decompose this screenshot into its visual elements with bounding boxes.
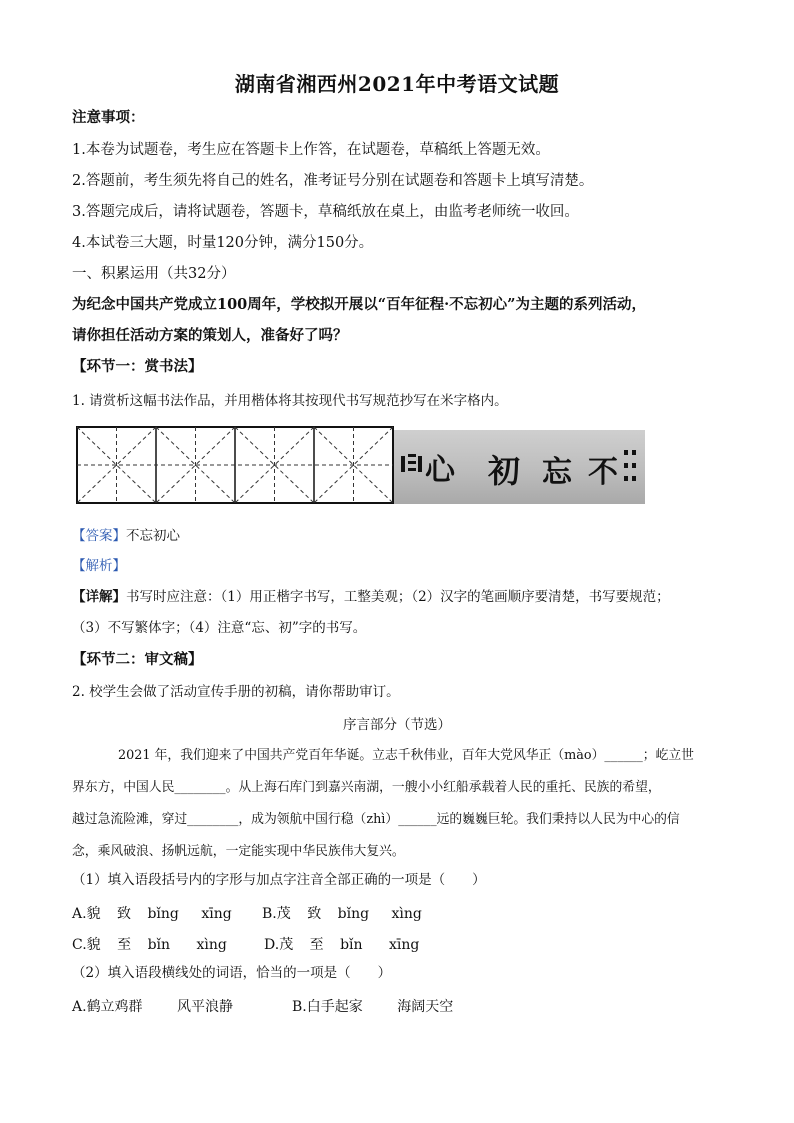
detail-line-1 — [72, 588, 670, 606]
notice-item-1: 1.本卷为试题卷，考生应在答题卡上作答，在试题卷，草稿纸上答题无效。 — [72, 142, 550, 158]
section-heading: 一、积累运用（共32分） — [72, 266, 236, 282]
option-2b: B.白手起家 海阔天空 — [292, 999, 454, 1015]
calligraphy-char-bu: 不 — [588, 455, 618, 490]
detail-text-1: 书写时应注意：（1）用正楷字书写，工整美观；（2）汉字的笔画顺序要清楚，书写要规范； — [126, 589, 670, 605]
option-1d: D.茂 至 bǐn xīng — [264, 937, 420, 953]
calligraphy-char-chu: 初 — [488, 452, 521, 490]
exam-title: 湖南省湘西州2021年中考语文试题 — [234, 72, 560, 96]
answer-row — [72, 527, 180, 545]
notice-item-3: 3.答题完成后，请将试题卷，答题卡，草稿纸放在桌上，由监考老师统一收回。 — [72, 204, 579, 220]
question-2: 2. 校学生会做了活动宣传手册的初稿，请你帮助审订。 — [72, 684, 400, 700]
calligraphy-char-wang: 忘 — [542, 455, 572, 490]
notice-item-2: 2.答题前，考生须先将自己的姓名，准考证号分别在试题卷和答题卡上填写清楚。 — [72, 173, 594, 189]
sub-question-1: （1）填入语段括号内的字形与加点字注音全部正确的一项是（ ） — [72, 872, 486, 888]
part1-heading: 【环节一：赏书法】 — [72, 358, 203, 375]
option-1c: C.貌 至 bǐn xìng — [72, 937, 227, 953]
rice-grid — [76, 426, 394, 504]
option-1a: A.貌 致 bǐng xīng — [72, 906, 232, 922]
option-2a: A.鹤立鸡群 风平浪静 — [72, 999, 234, 1015]
analysis-label: 【解析】 — [72, 558, 126, 574]
sub-question-2: （2）填入语段横线处的词语，恰当的一项是（ ） — [72, 965, 392, 981]
passage-line-2: 界东方，中国人民________。从上海石库门到嘉兴南湖，一艘小小红船承载着人民的重托、民族的希望， — [72, 780, 661, 795]
calligraphy-char-xin: 心 — [425, 453, 455, 488]
notice-item-4: 4.本试卷三大题，时量120分钟，满分150分。 — [72, 235, 374, 251]
section-intro-line-1: 为纪念中国共产党成立100周年，学校拟开展以“百年征程·不忘初心”为主题的系列活动， — [72, 296, 646, 313]
answer-label: 【答案】 — [72, 528, 126, 544]
option-1b: B.茂 致 bǐng xìng — [262, 906, 422, 922]
answer-text: 不忘初心 — [126, 528, 180, 544]
passage-line-3: 越过急流险滩，穿过________，成为领航中国行稳（zhì）______远的巍巍巨轮。我们秉持以人民为中心的信 — [72, 812, 680, 827]
detail-label: 【详解】 — [72, 589, 126, 605]
section-intro-line-2: 请你担任活动方案的策划人，准备好了吗？ — [72, 327, 348, 344]
detail-line-2: （3）不写繁体字；（4）注意“忘、初”字的书写。 — [72, 620, 367, 636]
notice-heading: 注意事项： — [72, 109, 145, 126]
calligraphy-image — [394, 430, 645, 504]
passage-line-1: 2021 年，我们迎来了中国共产党百年华诞。立志千秋伟业，百年大党风华正（mào）______；屹立世 — [118, 748, 694, 763]
passage-title: 序言部分（节选） — [343, 717, 451, 733]
passage-line-4: 念，乘风破浪、扬帆远航，一定能实现中华民族伟大复兴。 — [72, 844, 405, 859]
question-1: 1. 请赏析这幅书法作品，并用楷体将其按现代书写规范抄写在米字格内。 — [72, 393, 508, 409]
part2-heading: 【环节二：审文稿】 — [72, 651, 203, 668]
